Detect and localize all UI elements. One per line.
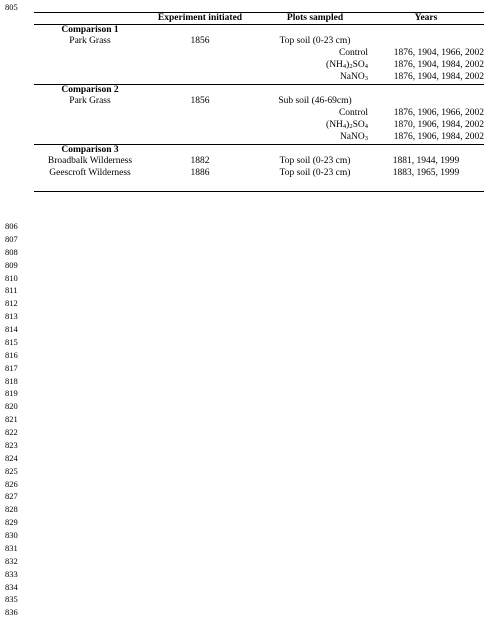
- line-number: 808: [5, 247, 18, 257]
- years-value: 1881, 1944, 1999: [392, 156, 460, 166]
- years-value: 1876, 1904, 1984, 2002: [393, 60, 484, 70]
- line-number: 816: [5, 350, 18, 360]
- years-value: 1883, 1965, 1999: [392, 168, 460, 178]
- site-name: Park Grass: [69, 96, 111, 106]
- years-value: 1876, 1906, 1984, 2002: [393, 132, 484, 142]
- years-value: 1876, 1904, 1984, 2002: [393, 72, 484, 82]
- plot-label: Control: [338, 108, 368, 118]
- initiated-year: 1886: [190, 168, 210, 178]
- line-number: 825: [5, 466, 18, 476]
- line-number: 819: [5, 388, 18, 398]
- years-value: 1876, 1906, 1966, 2002: [393, 108, 484, 118]
- plot-label: Control: [338, 48, 368, 58]
- site-name: Geescroft Wilderness: [49, 168, 131, 178]
- section-title: Comparison 2: [61, 85, 119, 95]
- soil-depth: Top soil (0-23 cm): [279, 156, 351, 166]
- line-number: 829: [5, 517, 18, 527]
- initiated-year: 1856: [190, 36, 210, 46]
- line-number: 830: [5, 530, 18, 540]
- line-number: 824: [5, 453, 18, 463]
- line-number: 815: [5, 337, 18, 347]
- line-number: 823: [5, 440, 18, 450]
- table-bottom-rule: [34, 191, 484, 192]
- line-number: 826: [5, 479, 18, 489]
- soil-depth: Sub soil (46-69cm): [278, 96, 352, 106]
- line-number: 810: [5, 273, 18, 283]
- line-number: 820: [5, 401, 18, 411]
- column-header-experiment-initiated: Experiment initiated: [157, 13, 243, 23]
- line-number: 835: [5, 594, 18, 604]
- years-value: 1870, 1906, 1984, 2002: [393, 120, 484, 130]
- plot-label: NaNO$_3$: [339, 72, 368, 82]
- line-number: 813: [5, 311, 18, 321]
- line-number: 807: [5, 234, 18, 244]
- line-number: 805: [5, 2, 18, 12]
- line-number: 822: [5, 427, 18, 437]
- column-header-years: Years: [414, 13, 438, 23]
- line-number: 818: [5, 376, 18, 386]
- line-number: 833: [5, 569, 18, 579]
- line-number: 821: [5, 414, 18, 424]
- site-name: Broadbalk Wilderness: [47, 156, 133, 166]
- line-number: 827: [5, 491, 18, 501]
- years-value: 1876, 1904, 1966, 2002: [393, 48, 484, 58]
- plot-label: NaNO$_3$: [339, 132, 368, 142]
- section-title: Comparison 1: [61, 25, 119, 35]
- soil-depth: Top soil (0-23 cm): [279, 168, 351, 178]
- line-number: 811: [5, 285, 18, 295]
- section-title: Comparison 3: [61, 145, 119, 155]
- line-number: 831: [5, 543, 18, 553]
- line-number: 817: [5, 363, 18, 373]
- plot-label: $(NH_4)_2SO_4$: [326, 120, 368, 130]
- line-number: 814: [5, 324, 18, 334]
- line-number: 806: [5, 221, 18, 231]
- line-number: 836: [5, 607, 18, 617]
- initiated-year: 1856: [190, 96, 210, 106]
- line-number: 812: [5, 298, 18, 308]
- line-number: 828: [5, 504, 18, 514]
- line-number: 809: [5, 260, 18, 270]
- line-number: 832: [5, 556, 18, 566]
- initiated-year: 1882: [190, 156, 210, 166]
- soil-depth: Top soil (0-23 cm): [279, 36, 351, 46]
- line-number: 834: [5, 582, 18, 592]
- column-header-plots-sampled: Plots sampled: [286, 13, 344, 23]
- plot-label: $(NH_4)_2SO_4$: [326, 60, 368, 70]
- site-name: Park Grass: [69, 36, 111, 46]
